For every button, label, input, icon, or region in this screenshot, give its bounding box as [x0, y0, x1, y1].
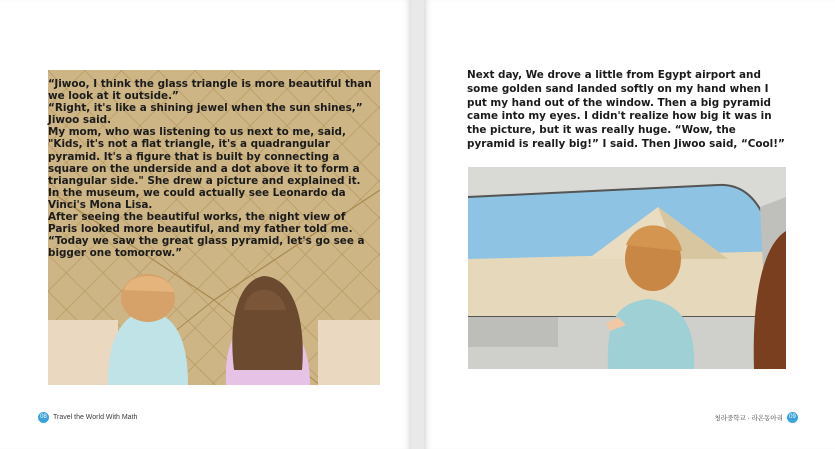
story-paragraph: “Right, it's like a shining jewel when the sun shines,” Jiwoo said. — [48, 102, 363, 127]
left-footer — [38, 411, 137, 423]
story-paragraph: Next day, We drove a little from Egypt airport and some golden sand landed softly on my hand when I put my hand out of the window. Then a big pyramid came into my eyes. I didn't realize how big it was in the picture, but it was really huge. “Wow, the pyramid is really big!” I said. Then Jiwoo said, “Cool!” — [467, 69, 785, 150]
book-title-label: Travel the World With Math — [53, 413, 138, 421]
story-paragraph: “Jiwoo, I think the glass triangle is more beautiful than we look at it outside.” — [48, 78, 372, 103]
story-paragraph: “Today we saw the great glass pyramid, let's go see a bigger one tomorrow.” — [48, 235, 365, 260]
page-number-badge: 09 — [787, 412, 798, 423]
club-name-label: 청라중학교 · 라온동아리 — [714, 414, 783, 422]
right-footer — [714, 411, 798, 423]
right-story-text — [467, 69, 787, 152]
car-window-illustration — [468, 167, 786, 369]
left-story-text — [48, 78, 378, 259]
page-number-badge: 08 — [38, 412, 49, 423]
story-paragraph: My mom, who was listening to us next to me, said, "Kids, it's not a flat triangle, it's a quadrangular pyramid. It's a figure that is built by connecting a square on the underside and a dot above it to form a triangular side." She drew a picture and explained it. — [48, 126, 361, 187]
story-paragraph: After seeing the beautiful works, the night view of Paris looked more beautiful, and my father told me. — [48, 211, 353, 236]
story-paragraph: In the museum, we could actually see Leonardo da Vinci's Mona Lisa. — [48, 186, 346, 211]
car-window-drawing — [468, 167, 786, 369]
